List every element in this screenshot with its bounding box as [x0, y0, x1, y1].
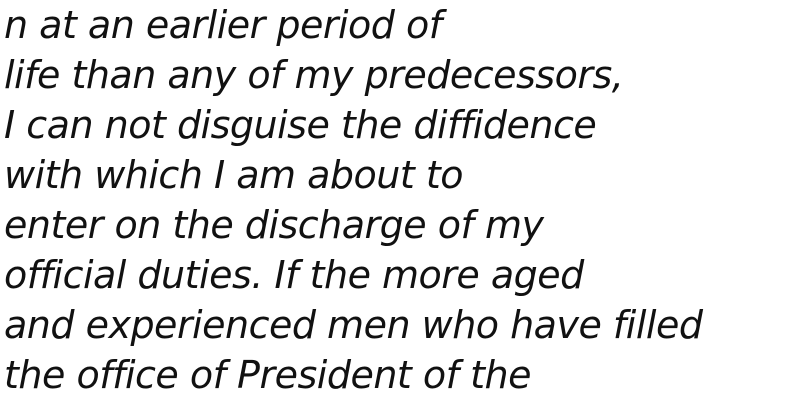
passage-line-1: n at an earlier period of: [4, 3, 442, 47]
passage-line-8: the office of President of the: [4, 353, 531, 397]
passage-line-2: life than any of my predecessors,: [4, 53, 624, 97]
passage-line-3: I can not disguise the diffidence: [4, 103, 597, 147]
passage-line-4: with which I am about to: [4, 153, 464, 197]
passage-line-5: enter on the discharge of my: [4, 203, 544, 247]
passage-line-6: official duties. If the more aged: [4, 253, 584, 297]
passage-line-7: and experienced men who have filled: [4, 303, 703, 347]
passage-text: [4, 0, 702, 400]
